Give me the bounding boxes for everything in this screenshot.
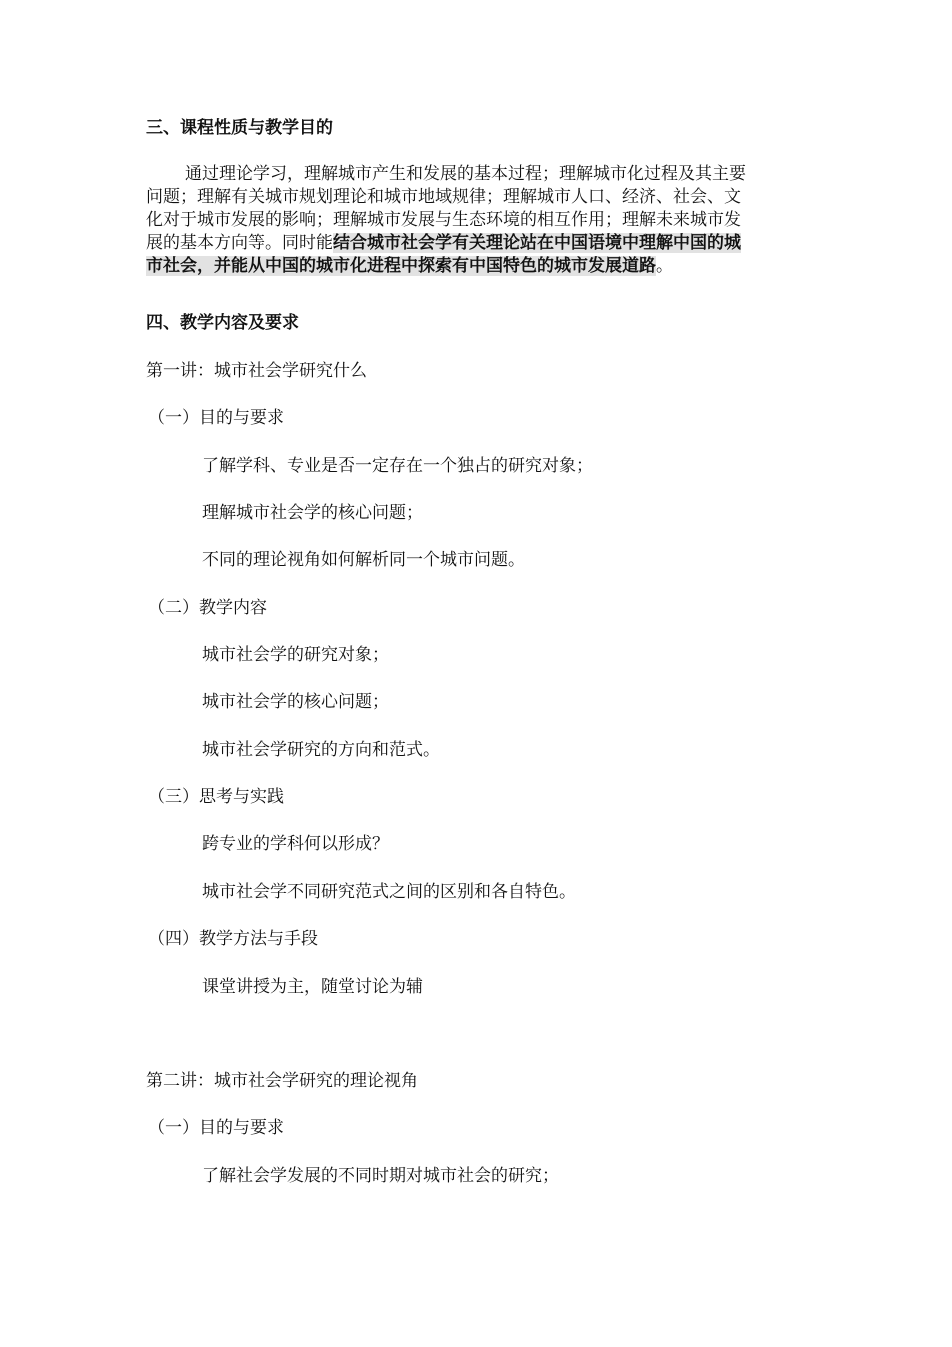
list-item: 城市社会学不同研究范式之间的区别和各自特色。 (202, 882, 576, 902)
paragraph-line: 问题；理解有关城市规划理论和城市地域规律；理解城市人口、经济、社会、文 (146, 187, 741, 207)
lecture-title: 第二讲：城市社会学研究的理论视角 (146, 1071, 418, 1091)
paragraph-text: 展的基本方向等。同时能 (146, 233, 333, 253)
section-heading: 四、教学内容及要求 (146, 313, 299, 333)
lecture-title: 第一讲：城市社会学研究什么 (146, 361, 367, 381)
subsection-label: （四）教学方法与手段 (148, 929, 318, 949)
list-item: 理解城市社会学的核心问题； (202, 503, 423, 523)
subsection-label: （二）教学内容 (148, 598, 267, 618)
paragraph-line: 化对于城市发展的影响；理解城市发展与生态环境的相互作用；理解未来城市发 (146, 210, 741, 230)
highlighted-text: 市社会，并能从中国的城市化进程中探索有中国特色的城市发展道路 (146, 256, 656, 276)
list-item: 不同的理论视角如何解析同一个城市问题。 (202, 550, 525, 570)
list-item: 城市社会学的核心问题； (202, 692, 389, 712)
paragraph-text: 。 (656, 256, 673, 276)
paragraph-line (146, 232, 812, 255)
subsection-label: （一）目的与要求 (148, 408, 284, 428)
list-item: 跨专业的学科何以形成？ (202, 834, 389, 854)
paragraph-line: 通过理论学习，理解城市产生和发展的基本过程；理解城市化过程及其主要 (185, 164, 746, 184)
objective-paragraph (146, 163, 812, 278)
list-item: 课堂讲授为主，随堂讨论为辅 (202, 977, 423, 997)
section-heading: 三、课程性质与教学目的 (146, 118, 333, 138)
highlighted-text: 结合城市社会学有关理论站在中国语境中理解中国的城 (333, 233, 741, 253)
list-item: 城市社会学研究的方向和范式。 (202, 740, 440, 760)
paragraph-line (146, 255, 812, 278)
list-item: 了解学科、专业是否一定存在一个独占的研究对象； (202, 456, 593, 476)
subsection-label: （三）思考与实践 (148, 787, 284, 807)
list-item: 城市社会学的研究对象； (202, 645, 389, 665)
list-item: 了解社会学发展的不同时期对城市社会的研究； (202, 1166, 559, 1186)
subsection-label: （一）目的与要求 (148, 1118, 284, 1138)
